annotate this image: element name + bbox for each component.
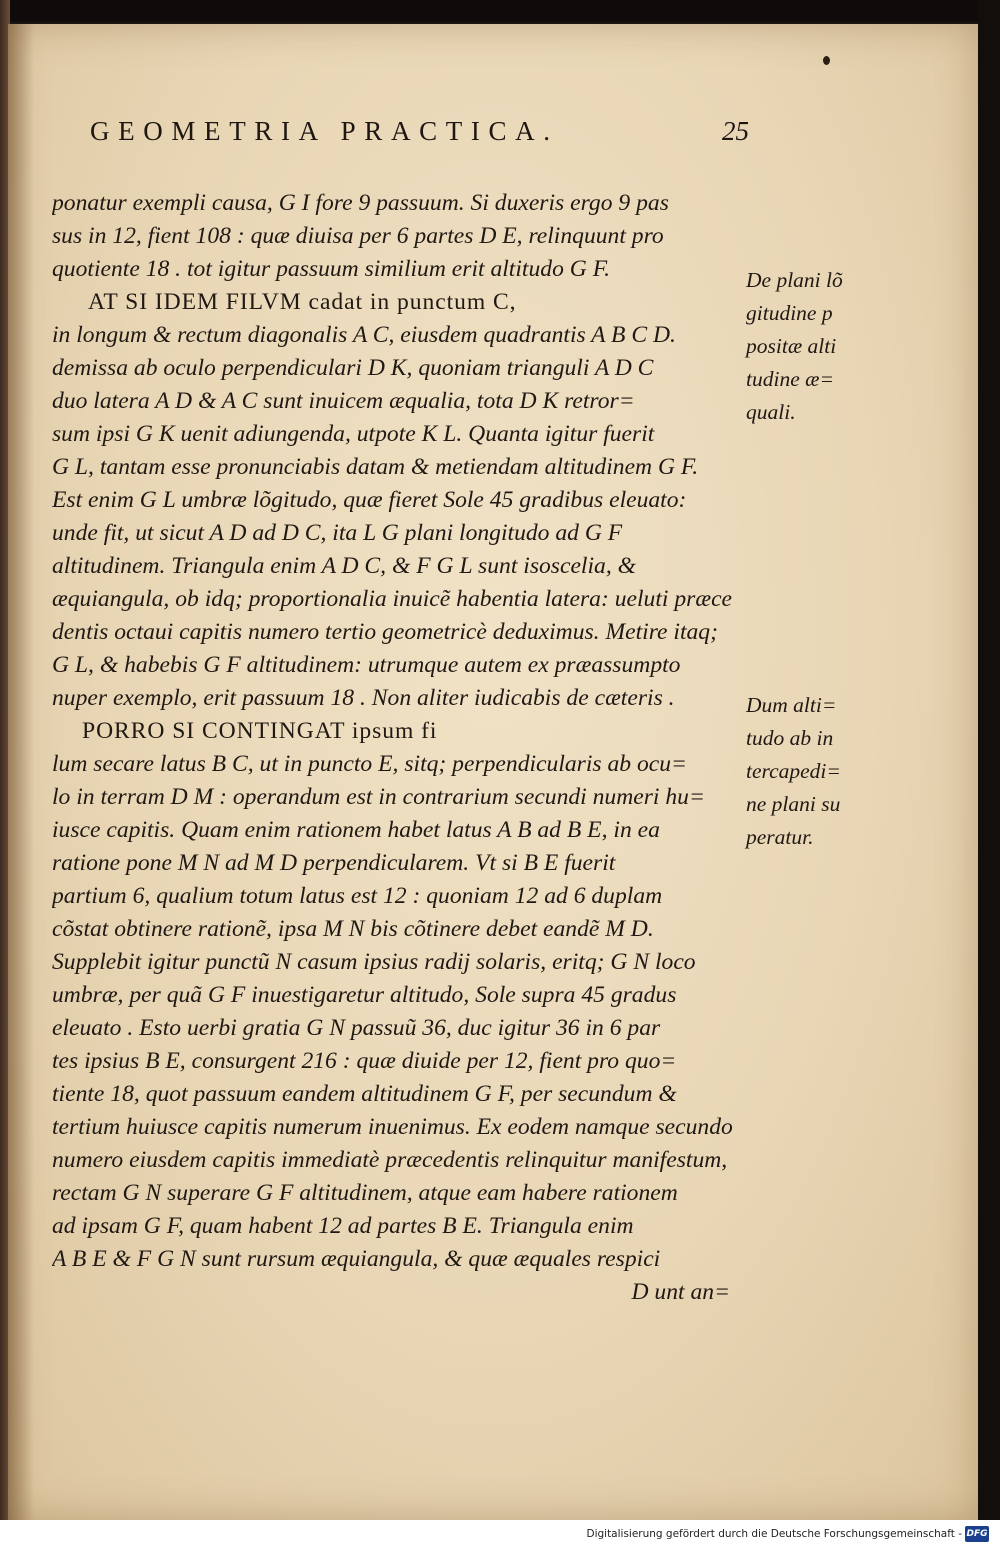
marginal-line: quali. xyxy=(746,400,796,424)
text-line: G L, tantam esse pronunciabis datam & metiendam altitudinem G F. xyxy=(52,454,699,480)
text-line-section-start: PORRO SI CONTINGAT ipsum fi xyxy=(82,718,438,744)
page-gutter-shadow xyxy=(8,24,34,1520)
marginal-line: tudine æ= xyxy=(746,367,834,391)
text-line: iusce capitis. Quam enim rationem habet latus A B ad B E, in ea xyxy=(52,817,660,843)
text-line: sum ipsi G K uenit adiungenda, utpote K L. Quanta igitur fuerit xyxy=(52,421,655,447)
text-line: partium 6, qualium totum latus est 12 : quoniam 12 ad 6 duplam xyxy=(52,883,663,909)
text-line: cõstat obtinere rationẽ, ipsa M N bis cõtinere debet eandẽ M D. xyxy=(52,916,654,942)
text-line: tes ipsius B E, consurgent 216 : quæ diuide per 12, fient pro quo= xyxy=(52,1048,677,1074)
catchword-line: D unt an= xyxy=(631,1279,730,1305)
text-line: numero eiusdem capitis immediatè præcedentis relinquitur manifestum, xyxy=(52,1147,728,1173)
marginal-line: tudo ab in xyxy=(746,726,834,750)
text-line: nuper exemplo, erit passuum 18 . Non aliter iudicabis de cæteris . xyxy=(52,685,675,711)
text-line: Supplebit igitur punctũ N casum ipsius radij solaris, eritq; G N loco xyxy=(52,949,696,975)
text-line: duo latera A D & A C sunt inuicem æqualia, tota D K retror= xyxy=(52,388,635,414)
text-line: A B E & F G N sunt rursum æquiangula, & quæ æquales respici xyxy=(52,1246,661,1272)
text-line: ad ipsam G F, quam habent 12 ad partes B E. Triangula enim xyxy=(52,1213,634,1239)
marginal-line: tercapedi= xyxy=(746,759,841,783)
text-line: Est enim G L umbræ lõgitudo, quæ fieret Sole 45 gradibus eleuato: xyxy=(52,487,687,513)
text-line: ratione pone M N ad M D perpendicularem. Vt si B E fuerit xyxy=(52,850,616,876)
scan-border-top xyxy=(0,0,1000,22)
marginal-line: Dum alti= xyxy=(746,693,837,717)
text-line: sus in 12, fient 108 : quæ diuisa per 6 partes D E, relinquunt pro xyxy=(52,223,664,249)
text-line: quotiente 18 . tot igitur passuum similium erit altitudo G F. xyxy=(52,256,610,282)
text-line: eleuato . Esto uerbi gratia G N passuũ 36, duc igitur 36 in 6 par xyxy=(52,1015,661,1041)
funding-credit: Digitalisierung gefördert durch die Deutsche Forschungsgemeinschaft - xyxy=(586,1528,962,1540)
text-line: demissa ab oculo perpendiculari D K, quoniam trianguli A D C xyxy=(52,355,654,381)
ink-spot xyxy=(823,56,830,65)
text-line: altitudinem. Triangula enim A D C, & F G L sunt isoscelia, & xyxy=(52,553,636,579)
page-header xyxy=(90,116,790,164)
text-line-section-start: AT SI IDEM FILVM cadat in punctum C, xyxy=(88,289,517,315)
main-text xyxy=(52,187,742,1309)
text-line: unde fit, ut sicut A D ad D C, ita L G plani longitudo ad G F xyxy=(52,520,623,546)
dfg-logo: DFG xyxy=(965,1526,989,1542)
marginal-line: De plani lõ xyxy=(746,268,843,292)
page-number: 25 xyxy=(722,116,749,146)
text-line: rectam G N superare G F altitudinem, atque eam habere rationem xyxy=(52,1180,678,1206)
text-line: ponatur exempli causa, G I fore 9 passuum. Si duxeris ergo 9 pas xyxy=(52,190,669,216)
marginal-line: gitudine p xyxy=(746,301,833,325)
digitization-footer xyxy=(0,1520,1000,1553)
text-line: æquiangula, ob idq; proportionalia inuicẽ habentia latera: ueluti præce xyxy=(52,586,733,612)
text-line: umbræ, per quã G F inuestigaretur altitudo, Sole supra 45 gradus xyxy=(52,982,677,1008)
text-line: lo in terram D M : operandum est in contrarium secundi numeri hu= xyxy=(52,784,705,810)
text-line: dentis octaui capitis numero tertio geometricè deduximus. Metire itaq; xyxy=(52,619,718,645)
marginal-line: positæ alti xyxy=(746,334,837,358)
text-line: tertium huiusce capitis numerum inuenimus. Ex eodem namque secundo xyxy=(52,1114,733,1140)
book-page xyxy=(8,24,978,1520)
marginal-line: ne plani su xyxy=(746,792,841,816)
marginal-line: peratur. xyxy=(746,825,814,849)
scan-border-right xyxy=(978,0,1000,1553)
marginal-note-1 xyxy=(746,264,861,429)
text-line: in longum & rectum diagonalis A C, eiusdem quadrantis A B C D. xyxy=(52,322,676,348)
text-line: tiente 18, quot passuum eandem altitudinem G F, per secundum & xyxy=(52,1081,677,1107)
text-line: lum secare latus B C, ut in puncto E, sitq; perpendicularis ab ocu= xyxy=(52,751,687,777)
running-title: GEOMETRIA PRACTICA. xyxy=(90,116,559,146)
marginal-note-2 xyxy=(746,689,861,854)
text-line: G L, & habebis G F altitudinem: utrumque autem ex præassumpto xyxy=(52,652,681,678)
